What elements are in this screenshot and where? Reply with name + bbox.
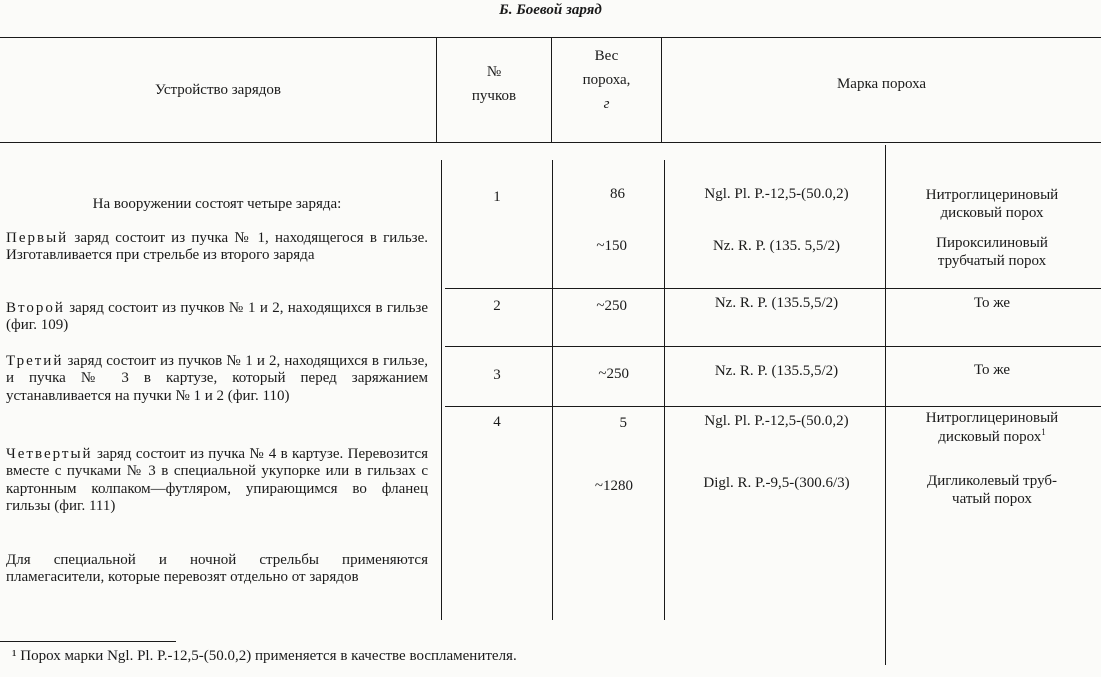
desc-charge-2 bbox=[6, 300, 428, 335]
row4-type-line1: Нитроглицериновый bbox=[925, 410, 1059, 426]
footnote-rule bbox=[0, 641, 176, 642]
body-divider bbox=[552, 160, 553, 620]
row4-num: 4 bbox=[493, 414, 501, 430]
row1-num: 1 bbox=[493, 189, 501, 205]
header-weight bbox=[552, 44, 661, 116]
desc-charge-4-lead: Четвертый bbox=[6, 446, 93, 462]
row4-type-line2-text: дисковый порох bbox=[938, 429, 1042, 445]
body-divider bbox=[441, 160, 442, 620]
row4b-type-line1: Дигликолевый труб- bbox=[926, 473, 1058, 489]
desc-charge-4 bbox=[6, 446, 428, 515]
desc-charge-3-lead: Третий bbox=[6, 353, 64, 369]
row1b-weight: ~150 bbox=[596, 238, 627, 254]
desc-charge-3 bbox=[6, 353, 428, 405]
row1-type bbox=[887, 186, 1097, 222]
body-divider bbox=[664, 160, 665, 620]
row4b-type bbox=[887, 472, 1097, 508]
row1-weight: 86 bbox=[610, 186, 625, 202]
row4-type bbox=[887, 409, 1097, 446]
footnote: ¹ Порох марки Ngl. Pl. P.-12,5-(50.0,2) применяется в качестве воспламенителя. bbox=[12, 648, 517, 664]
header-powder-mark: Марка пороха bbox=[836, 76, 927, 92]
row-separator bbox=[445, 288, 1101, 289]
row3-type: То же bbox=[973, 362, 1011, 378]
row2-mark: Nz. R. P. (135.5,5/2) bbox=[714, 295, 839, 311]
header-weight-unit: г bbox=[603, 96, 610, 112]
row1-type-line1: Нитроглицериновый bbox=[925, 187, 1059, 203]
row4b-type-line2: чатый порох bbox=[952, 491, 1032, 507]
row1b-type bbox=[887, 234, 1097, 270]
header-weight-line1: Вес bbox=[594, 48, 619, 64]
desc-intro: На вооружении состоят четыре заряда: bbox=[92, 196, 342, 212]
desc-charge-1-text: заряд состоит из пучка № 1, находящегося в гильзе. Изготавливается при стрельбе из второго заряда bbox=[6, 230, 428, 264]
desc-charge-1-lead: Первый bbox=[6, 230, 69, 246]
section-title: Б. Боевой заряд bbox=[499, 2, 602, 18]
desc-charge-2-lead: Второй bbox=[6, 300, 65, 316]
header-bottom-rule bbox=[0, 142, 1101, 143]
header-bundle-no-line1: № bbox=[486, 64, 502, 80]
row1b-type-line2: трубчатый порох bbox=[937, 253, 1047, 269]
row1-type-line2: дисковый порох bbox=[940, 205, 1044, 221]
desc-charge-1 bbox=[6, 230, 428, 265]
row2-num: 2 bbox=[493, 298, 501, 314]
desc-flame-arrester: Для специальной и ночной стрельбы применяются пламегасители, которые перевозят отдельно от зарядов bbox=[6, 552, 428, 586]
row3-weight: ~250 bbox=[598, 366, 629, 382]
row3-mark: Nz. R. P. (135.5,5/2) bbox=[714, 363, 839, 379]
body-divider bbox=[885, 145, 886, 665]
row2-type: То же bbox=[973, 295, 1011, 311]
row4-mark: Ngl. Pl. P.-12,5-(50.0,2) bbox=[704, 413, 849, 429]
header-bundle-no bbox=[437, 60, 551, 108]
row4b-weight: ~1280 bbox=[594, 478, 633, 494]
row-separator bbox=[445, 346, 1101, 347]
row1b-mark: Nz. R. P. (135. 5,5/2) bbox=[712, 238, 841, 254]
row1-mark: Ngl. Pl. P.-12,5-(50.0,2) bbox=[704, 186, 849, 202]
row4-weight: 5 bbox=[619, 415, 627, 431]
row4-type-line2 bbox=[887, 427, 1097, 446]
row-separator bbox=[445, 406, 1101, 407]
header-device: Устройство зарядов bbox=[155, 82, 281, 98]
row1b-type-line1: Пироксилиновый bbox=[936, 235, 1048, 251]
row2-weight: ~250 bbox=[596, 298, 627, 314]
desc-charge-3-text: заряд состоит из пучков № 1 и 2, находящихся в гильзе, и пучка № 3 в картузе, который перед заряжанием устанавливается на пучки № 1 и 2 (фиг. 110) bbox=[6, 353, 428, 404]
desc-charge-4-text: заряд состоит из пучка № 4 в картузе. Перевозится вместе с пучками № 3 в специальной укупорке или в гильзах с картонным колпаком—футляром, упирающимся во фланец гильзы (фиг. 111) bbox=[6, 446, 428, 514]
header-weight-line2: пороха, bbox=[582, 72, 631, 88]
desc-charge-2-text: заряд состоит из пучков № 1 и 2, находящихся в гильзе (фиг. 109) bbox=[6, 300, 428, 334]
row3-num: 3 bbox=[493, 367, 501, 383]
header-bundle-no-line2: пучков bbox=[471, 88, 517, 104]
row4-footnote-marker: 1 bbox=[1041, 427, 1046, 437]
row4b-mark: Digl. R. P.-9,5-(300.6/3) bbox=[703, 475, 850, 491]
